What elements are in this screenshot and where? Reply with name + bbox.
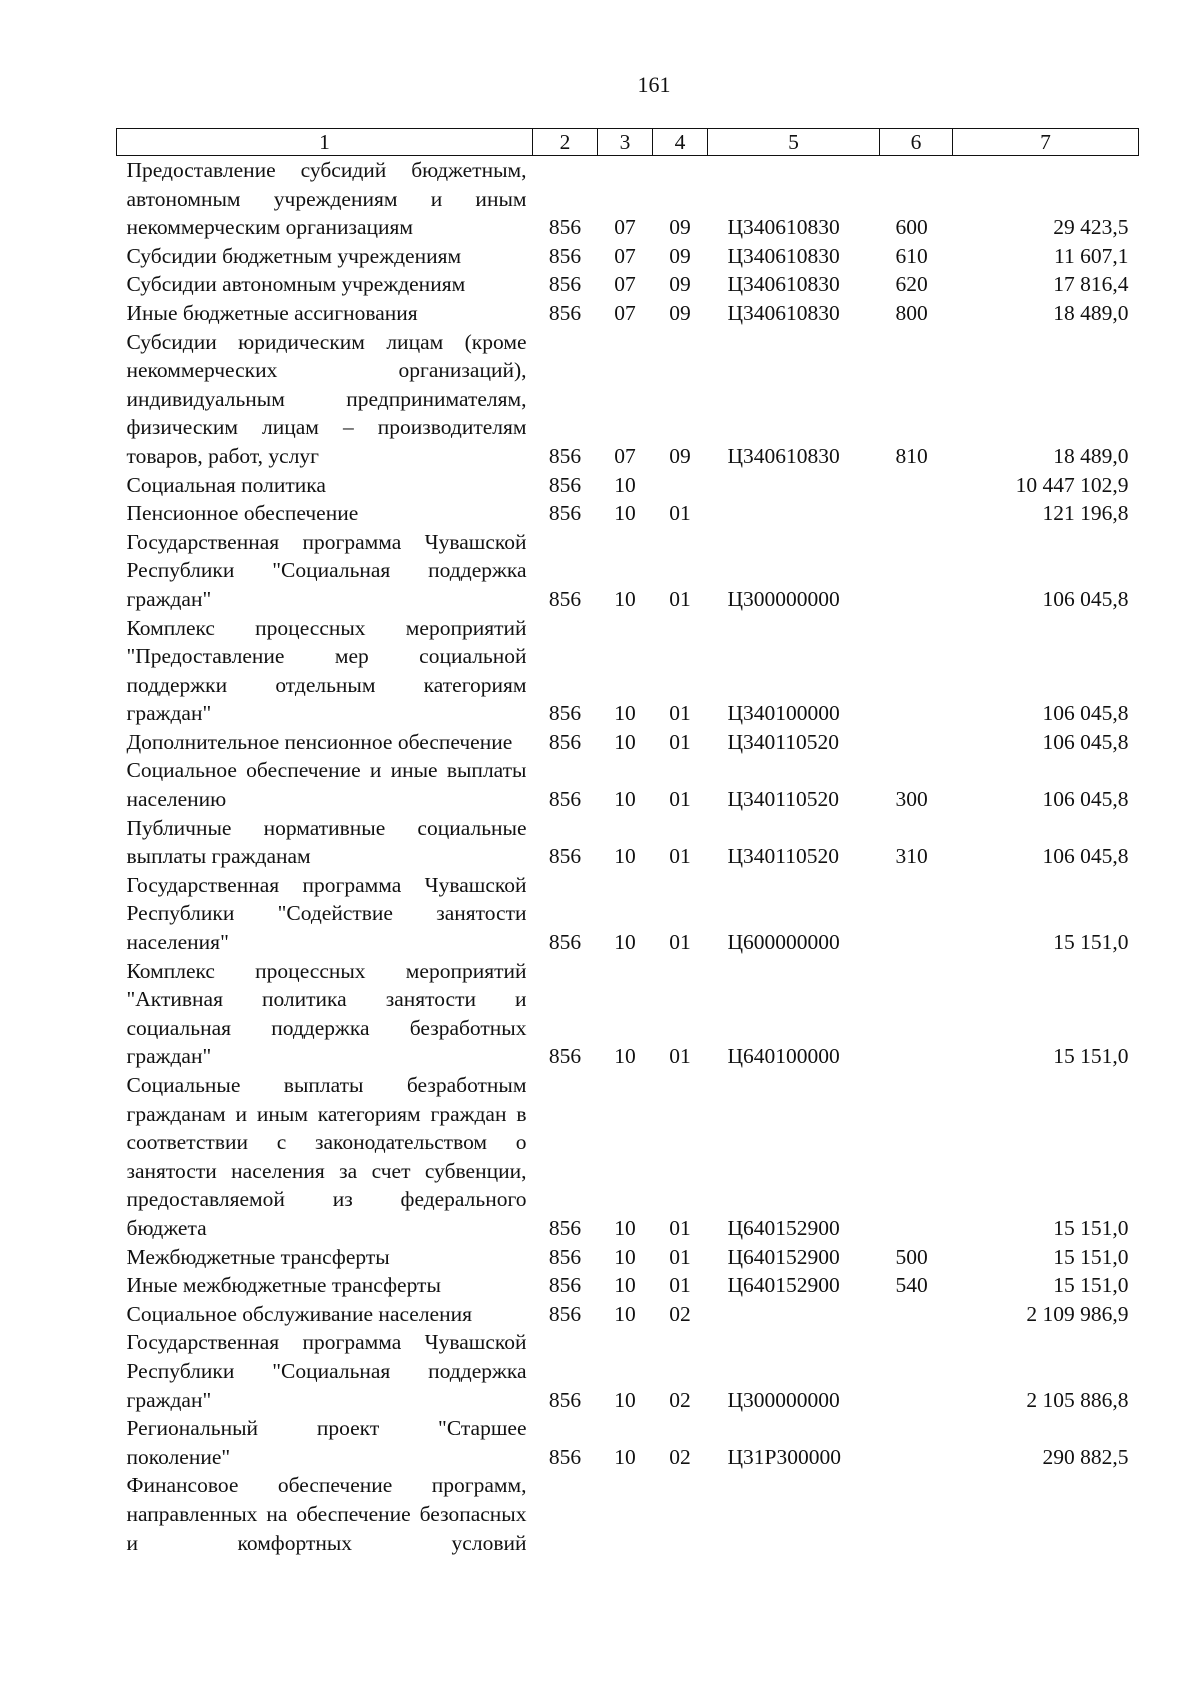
header-col-6: 6 [880,129,953,156]
row-expense-type [880,499,953,528]
table-row [117,528,1139,614]
table-row [117,499,1139,528]
row-target-article: Ц340610830 [727,243,840,268]
row-expense-type: 800 [895,300,928,325]
table-row [117,270,1139,299]
table-row [117,1414,1139,1471]
row-section-code: 10 [614,1387,636,1412]
row-subsection-code: 02 [669,1387,691,1412]
row-section-code: 10 [614,586,636,611]
row-expense-type [880,1414,953,1471]
row-expense-type [880,957,953,1071]
table-row [117,242,1139,271]
row-section-code: 10 [614,729,636,754]
header-col-5: 5 [708,129,880,156]
row-amount: 15 151,0 [1053,1215,1129,1240]
row-amount: 106 045,8 [1042,787,1129,812]
row-ministry-code: 856 [548,1387,582,1412]
row-name: Государственная программа Чувашской Республики "Социальная поддержка граждан" [126,529,527,611]
table-row [117,1471,1139,1557]
header-col-3: 3 [598,129,653,156]
row-name: Финансовое обеспечение программ, направленных на обеспечение безопасных и комфортных условий [126,1473,527,1555]
row-name: Социальное обеспечение и иные выплаты населению [126,758,527,812]
row-amount: 2 109 986,9 [1026,1301,1129,1326]
row-subsection-code: 01 [669,586,691,611]
row-amount: 106 045,8 [1042,844,1129,869]
row-ministry-code: 856 [548,472,582,497]
row-ministry-code: 856 [548,501,582,526]
row-section-code: 10 [614,1273,636,1298]
row-expense-type [880,1471,953,1557]
table-row [117,1328,1139,1414]
row-amount: 15 151,0 [1053,1244,1129,1269]
table-row [117,614,1139,728]
row-name: Субсидии автономным учреждениям [126,272,466,297]
row-section-code: 07 [614,243,636,268]
row-amount: 106 045,8 [1042,701,1129,726]
row-ministry-code: 856 [548,1444,582,1469]
row-section-code: 10 [614,1044,636,1069]
table-row [117,328,1139,471]
table-row [117,756,1139,813]
page-number: 161 [637,72,671,97]
row-ministry-code: 856 [548,1044,582,1069]
row-amount: 10 447 102,9 [1015,472,1129,497]
row-subsection-code: 02 [669,1301,691,1326]
row-target-article: Ц340610830 [727,272,840,297]
row-ministry-code: 856 [548,586,582,611]
row-target-article: Ц340110520 [727,844,839,869]
row-section-code: 10 [614,1444,636,1469]
budget-table [116,128,1139,1557]
table-row [117,814,1139,871]
row-name: Региональный проект "Старшее поколение" [126,1416,527,1469]
row-ministry-code: 856 [548,1301,582,1326]
row-subsection-code: 01 [669,930,691,955]
row-amount: 106 045,8 [1042,586,1129,611]
row-expense-type [880,1071,953,1243]
row-section-code: 10 [614,844,636,869]
row-target-article: Ц640152900 [727,1273,840,1298]
row-name: Субсидии бюджетным учреждениям [126,243,462,268]
row-target-article [708,1300,880,1329]
row-amount: 17 816,4 [1053,272,1129,297]
table-row [117,871,1139,957]
row-section-code: 10 [614,1215,636,1240]
table-row [117,957,1139,1071]
row-expense-type: 610 [895,243,928,268]
row-target-article: Ц300000000 [727,1387,840,1412]
row-name: Комплекс процессных мероприятий "Предоставление мер социальной поддержки отдельным категориям граждан" [126,615,527,726]
row-subsection-code: 09 [669,215,691,240]
row-amount: 290 882,5 [1042,1444,1129,1469]
row-subsection-code: 01 [669,501,691,526]
row-section-code: 07 [614,215,636,240]
row-amount: 11 607,1 [1054,243,1129,268]
row-expense-type: 600 [895,215,928,240]
header-col-4: 4 [653,129,708,156]
row-section-code: 10 [614,930,636,955]
row-subsection-code [653,1471,708,1557]
row-section-code [598,1471,653,1557]
row-expense-type: 810 [895,443,928,468]
row-amount: 15 151,0 [1053,1044,1129,1069]
row-section-code: 10 [614,501,636,526]
row-subsection-code: 01 [669,1273,691,1298]
row-expense-type [880,1328,953,1414]
row-target-article: Ц340100000 [727,701,840,726]
row-ministry-code: 856 [548,1244,582,1269]
row-name: Публичные нормативные социальные выплаты гражданам [126,815,527,869]
row-amount [953,1471,1139,1557]
row-expense-type [880,1300,953,1329]
row-amount: 15 151,0 [1053,930,1129,955]
row-expense-type: 300 [895,787,928,812]
row-section-code: 10 [614,472,636,497]
row-ministry-code: 856 [548,243,582,268]
table-row [117,1071,1139,1243]
row-target-article: Ц340110520 [727,787,839,812]
row-target-article: Ц640152900 [727,1244,840,1269]
row-name: Комплекс процессных мероприятий "Активная политика занятости и социальная поддержка безработных граждан" [126,958,527,1069]
row-target-article: Ц300000000 [727,586,840,611]
row-ministry-code [533,1471,598,1557]
row-target-article [708,471,880,500]
row-name: Социальное обслуживание населения [126,1301,473,1326]
row-target-article [708,499,880,528]
row-ministry-code: 856 [548,930,582,955]
row-target-article: Ц640100000 [727,1044,840,1069]
row-subsection-code: 01 [669,729,691,754]
row-expense-type [880,528,953,614]
row-expense-type [880,614,953,728]
header-col-1: 1 [117,129,533,156]
row-section-code: 10 [614,1244,636,1269]
row-expense-type: 620 [895,272,928,297]
row-amount: 121 196,8 [1042,501,1129,526]
row-section-code: 07 [614,443,636,468]
row-expense-type [880,471,953,500]
row-name: Дополнительное пенсионное обеспечение [126,729,513,754]
row-expense-type [880,871,953,957]
row-ministry-code: 856 [548,1215,582,1240]
row-name: Пенсионное обеспечение [126,501,359,526]
table-body [117,156,1139,1558]
row-subsection-code [653,471,708,500]
row-amount: 18 489,0 [1053,443,1129,468]
row-name: Субсидии юридическим лицам (кроме некоммерческих организаций), индивидуальным предпринимателям, физическим лицам – производителям товаров, работ, услуг [126,329,527,468]
row-expense-type: 540 [895,1273,928,1298]
row-expense-type [880,728,953,757]
row-ministry-code: 856 [548,1273,582,1298]
row-amount: 15 151,0 [1053,1273,1129,1298]
row-section-code: 10 [614,1301,636,1326]
table-row [117,1271,1139,1300]
row-target-article: Ц640152900 [727,1215,840,1240]
row-amount: 2 105 886,8 [1026,1387,1129,1412]
row-section-code: 07 [614,272,636,297]
row-name: Межбюджетные трансферты [126,1244,390,1269]
row-name: Иные межбюджетные трансферты [126,1273,441,1298]
row-subsection-code: 01 [669,1044,691,1069]
row-ministry-code: 856 [548,272,582,297]
row-subsection-code: 09 [669,243,691,268]
row-name: Иные бюджетные ассигнования [126,300,418,325]
row-subsection-code: 09 [669,272,691,297]
row-subsection-code: 09 [669,443,691,468]
row-subsection-code: 02 [669,1444,691,1469]
table-row [117,1243,1139,1272]
row-section-code: 10 [614,701,636,726]
table-row [117,728,1139,757]
header-col-2: 2 [533,129,598,156]
row-amount: 106 045,8 [1042,729,1129,754]
row-target-article: Ц340110520 [727,729,839,754]
table-row [117,471,1139,500]
table-row [117,156,1139,242]
row-target-article: Ц340610830 [727,215,840,240]
table-row [117,1300,1139,1329]
row-ministry-code: 856 [548,729,582,754]
row-subsection-code: 01 [669,1215,691,1240]
row-name: Социальная политика [126,472,326,497]
row-subsection-code: 01 [669,701,691,726]
table-header [117,129,1139,156]
row-section-code: 07 [614,300,636,325]
row-subsection-code: 09 [669,300,691,325]
row-target-article: Ц340610830 [727,443,840,468]
row-name: Социальные выплаты безработным гражданам и иным категориям граждан в соответствии с законодательством о занятости населения за счет субвенции, предоставляемой из федерального бюджета [126,1073,527,1240]
row-target-article: Ц31Р300000 [727,1444,841,1469]
row-target-article [708,1471,880,1557]
row-ministry-code: 856 [548,787,582,812]
header-col-7: 7 [953,129,1139,156]
row-amount: 29 423,5 [1053,215,1129,240]
row-name: Государственная программа Чувашской Республики "Социальная поддержка граждан" [126,1330,527,1412]
row-expense-type: 310 [895,844,928,869]
row-section-code: 10 [614,787,636,812]
row-target-article: Ц600000000 [727,930,840,955]
row-ministry-code: 856 [548,701,582,726]
row-name: Предоставление субсидий бюджетным, автономным учреждениям и иным некоммерческим организациям [126,158,527,240]
header-row [117,129,1139,156]
row-ministry-code: 856 [548,215,582,240]
row-subsection-code: 01 [669,787,691,812]
row-subsection-code: 01 [669,844,691,869]
row-subsection-code: 01 [669,1244,691,1269]
row-target-article: Ц340610830 [727,300,840,325]
row-expense-type: 500 [895,1244,928,1269]
row-amount: 18 489,0 [1053,300,1129,325]
row-name: Государственная программа Чувашской Республики "Содействие занятости населения" [126,872,527,955]
row-ministry-code: 856 [548,300,582,325]
row-ministry-code: 856 [548,844,582,869]
table-row [117,299,1139,328]
row-ministry-code: 856 [548,443,582,468]
